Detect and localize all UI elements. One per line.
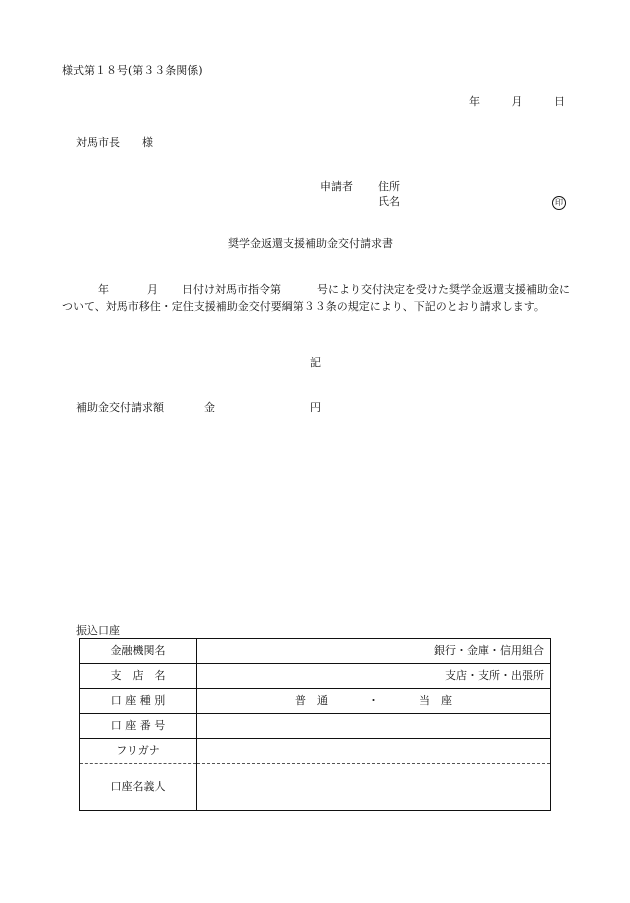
table-row	[80, 764, 551, 811]
account-holder-field[interactable]	[197, 764, 551, 811]
table-row	[80, 739, 551, 764]
bank-account-table	[79, 638, 551, 811]
addressee	[76, 136, 153, 151]
addressee-name: 対馬市長	[76, 136, 120, 149]
account-type-current[interactable]: 当 座	[419, 693, 452, 707]
addressee-honorific: 様	[142, 136, 153, 149]
account-type-field[interactable]	[197, 689, 551, 714]
account-type-label: 口 座 種 別	[80, 689, 197, 714]
bank-name-label: 金融機関名	[80, 639, 197, 664]
applicant-address-label: 住所	[378, 180, 400, 193]
applicant-name-label: 氏名	[378, 195, 400, 208]
date-line	[469, 95, 565, 110]
body-text-2: 号により交付決定を受けた奨学金返還支援補助金について、対馬市移住・定住支援補助金交付要綱第３３条の規定により、下記のとおり請求します。	[62, 283, 570, 313]
account-number-field[interactable]	[197, 714, 551, 739]
account-number-label: 口 座 番 号	[80, 714, 197, 739]
ki-heading: 記	[310, 356, 321, 369]
request-body	[62, 281, 570, 315]
furigana-field[interactable]	[197, 739, 551, 764]
table-row	[80, 689, 551, 714]
date-year: 年	[469, 95, 480, 108]
date-month: 月	[511, 95, 523, 108]
table-row	[80, 664, 551, 689]
furigana-label: フリガナ	[80, 739, 197, 764]
date-day: 日	[554, 95, 565, 108]
branch-name-label: 支 店 名	[80, 664, 197, 689]
seal-icon: 印	[552, 196, 566, 210]
table-row	[80, 639, 551, 664]
branch-name-field[interactable]: 支店・支所・出張所	[197, 664, 551, 689]
applicant-label: 申請者	[320, 180, 353, 193]
seal-mark	[552, 195, 566, 210]
body-year: 年	[98, 283, 109, 296]
document-title: 奨学金返還支援補助金交付請求書	[228, 237, 393, 250]
account-type-ordinary[interactable]: 普 通	[295, 693, 328, 707]
account-type-separator: ・	[368, 693, 379, 707]
bank-name-field[interactable]: 銀行・金庫・信用組合	[197, 639, 551, 664]
body-text-1: 日付け対馬市指令第	[182, 283, 281, 296]
amount-label: 補助金交付請求額	[76, 401, 164, 414]
table-row	[80, 714, 551, 739]
account-heading: 振込口座	[76, 624, 120, 637]
form-number: 様式第１８号(第３３条関係)	[62, 64, 203, 77]
body-month: 月	[147, 283, 158, 296]
amount-yen: 円	[310, 401, 321, 414]
amount-kin: 金	[204, 401, 215, 414]
account-holder-label: 口座名義人	[80, 764, 197, 811]
